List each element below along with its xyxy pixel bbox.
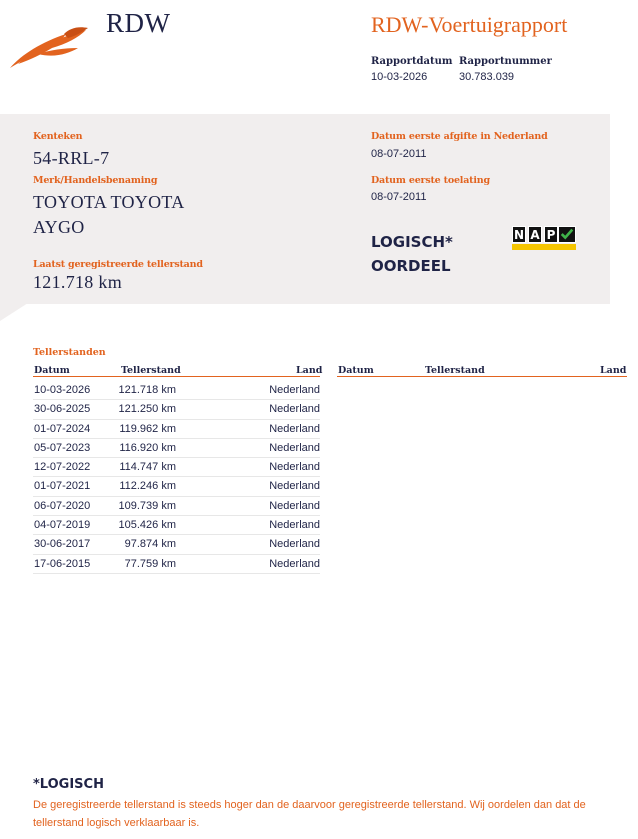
nap-letter-p: P (544, 226, 558, 243)
cell-datum: 04-07-2019 (34, 519, 91, 532)
laatst-tellerstand-value: 121.718 km (33, 272, 123, 292)
merk-label: Merk/Handelsbenaming (33, 175, 158, 186)
rapportnummer-value: 30.783.039 (459, 71, 515, 83)
cell-tellerstand: 97.874 km (124, 538, 176, 551)
cell-land: Nederland (269, 441, 320, 454)
laatst-tellerstand-label: Laatst geregistreerde tellerstand (33, 259, 203, 270)
cell-datum: 01-07-2021 (34, 480, 91, 493)
cell-datum: 30-06-2017 (34, 538, 91, 551)
brand-name: RDW (106, 8, 171, 38)
cell-datum: 10-03-2026 (34, 384, 91, 396)
header-rule-left (33, 376, 320, 377)
nap-yellow-bar (512, 244, 576, 250)
table-row (33, 535, 320, 554)
nap-letters (512, 226, 558, 243)
table-row (33, 555, 320, 574)
col-header-datum: Datum (34, 365, 70, 376)
cell-land: Nederland (269, 384, 320, 396)
cell-datum: 05-07-2023 (34, 441, 91, 454)
cell-datum: 01-07-2024 (34, 422, 91, 435)
table-row (33, 477, 320, 496)
table-row (33, 400, 320, 419)
col-header-land: Land (296, 365, 323, 376)
tellerstanden-title: Tellerstanden (33, 347, 106, 358)
col-header-land-2: Land (600, 365, 627, 376)
oordeel-line1: LOGISCH* (371, 233, 453, 251)
oordeel-line2: OORDEEL (371, 257, 451, 275)
cell-tellerstand: 121.718 km (118, 384, 176, 396)
footnote-text: De geregistreerde tellerstand is steeds hoger dan de daarvoor geregistreerde tellerstand. Wij oordelen dan dat de tellerstand logisch verklaarbaar is. (33, 799, 586, 829)
afgifte-label: Datum eerste afgifte in Nederland (371, 131, 548, 142)
kenteken-label: Kenteken (33, 131, 83, 142)
table-row (33, 420, 320, 439)
table-row (33, 497, 320, 516)
footnote-title: *LOGISCH (33, 777, 104, 792)
table-row (33, 516, 320, 535)
cell-land: Nederland (269, 461, 320, 474)
cell-tellerstand: 119.962 km (119, 422, 176, 435)
cell-land: Nederland (269, 538, 320, 551)
cell-land: Nederland (269, 403, 320, 416)
nap-letter-n: N (513, 228, 525, 242)
cell-land: Nederland (269, 422, 320, 435)
cell-tellerstand: 121.250 km (118, 403, 176, 416)
cell-tellerstand: 109.739 km (118, 499, 176, 512)
nap-logo (512, 226, 578, 252)
kenteken-value: 54-RRL-7 (33, 148, 110, 168)
cell-datum: 30-06-2025 (34, 403, 91, 416)
cell-datum: 12-07-2022 (34, 461, 91, 474)
cell-land: Nederland (269, 499, 320, 512)
cell-land: Nederland (269, 519, 320, 532)
cell-datum: 17-06-2015 (34, 557, 91, 570)
table-row (33, 439, 320, 458)
cell-tellerstand: 105.426 km (118, 519, 176, 532)
cell-tellerstand: 116.920 km (119, 441, 176, 454)
header-rule-right (337, 376, 627, 377)
table-row (33, 458, 320, 477)
col-header-tellerstand: Tellerstand (121, 365, 181, 376)
tellerstanden-rows (33, 381, 320, 574)
cell-tellerstand: 112.246 km (119, 480, 176, 493)
toelating-label: Datum eerste toelating (371, 175, 490, 186)
panel-notch (0, 303, 28, 321)
cell-datum: 06-07-2020 (34, 499, 91, 512)
col-header-tellerstand-2: Tellerstand (425, 365, 485, 376)
cell-tellerstand: 77.759 km (124, 557, 176, 570)
rapportdatum-label: Rapportdatum (371, 56, 453, 67)
afgifte-value: 08-07-2011 (371, 148, 427, 160)
cell-land: Nederland (269, 480, 320, 493)
check-icon (558, 226, 576, 243)
rapportnummer-label: Rapportnummer (459, 56, 552, 67)
col-header-datum-2: Datum (338, 365, 374, 376)
rapportdatum-value: 10-03-2026 (371, 71, 428, 83)
cell-land: Nederland (269, 557, 320, 570)
report-title: RDW-Voertuigrapport (371, 12, 568, 37)
oordeel (371, 230, 453, 278)
rdw-logo-icon (8, 24, 92, 70)
nap-letter-a: A (528, 226, 542, 243)
table-row (33, 381, 320, 400)
cell-tellerstand: 114.747 km (119, 461, 176, 474)
toelating-value: 08-07-2011 (371, 191, 427, 203)
merk-value-line1: TOYOTA TOYOTA (33, 192, 185, 212)
merk-value-line2: AYGO (33, 217, 85, 237)
